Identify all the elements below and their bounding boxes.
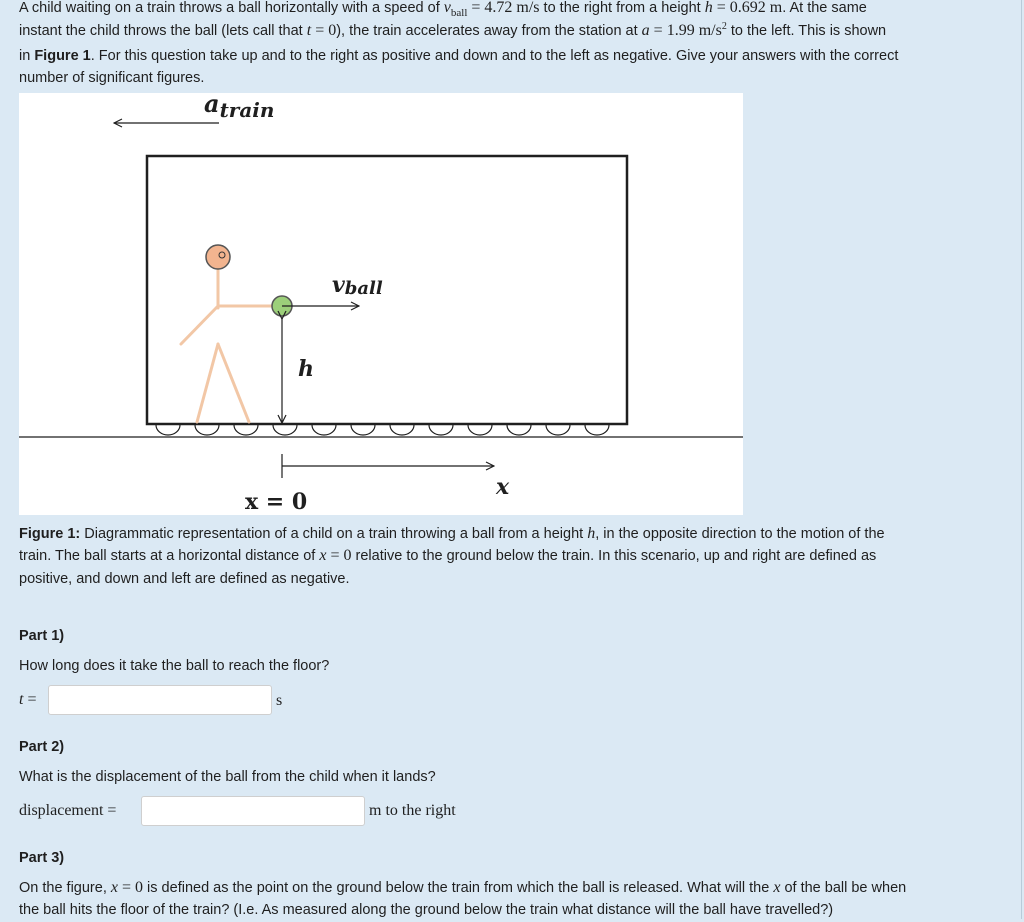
train-wheels: [156, 425, 609, 435]
wheel: [156, 425, 180, 435]
caption-text: train. The ball starts at a horizontal distance of: [19, 548, 320, 565]
caption-line-2: [19, 545, 885, 567]
part3-line-1: [19, 877, 906, 899]
intro-line-2: [19, 20, 898, 44]
intro-line-3: [19, 45, 898, 67]
math-x: x: [319, 547, 327, 565]
caption-label: Figure 1:: [19, 526, 81, 542]
math-sup-2: 2: [721, 21, 727, 33]
caption-text: relative to the ground below the train. In this scenario, up and right are defined as: [351, 548, 877, 565]
child-arm-left: [181, 306, 218, 344]
part1-question: How long does it take the ball to reach the floor?: [19, 658, 330, 674]
math-height-value: = 0.692 m: [712, 0, 783, 16]
figure-diagram: [19, 93, 743, 515]
part1-unit: s: [276, 692, 283, 709]
intro-line-1: [19, 0, 898, 20]
part3-heading: Part 3): [19, 850, 65, 866]
math-h: h: [704, 0, 713, 16]
intro-paragraph: [19, 0, 898, 89]
figure-caption: [19, 523, 885, 590]
intro-text: to the right from a height: [539, 0, 705, 16]
math-t: t: [306, 22, 312, 40]
math-x: x: [110, 879, 118, 896]
math-x-value: = 0: [326, 547, 352, 565]
a-train-label: $a_{train}$: [204, 93, 275, 122]
part2-question: What is the displacement of the ball from the child when it lands?: [19, 769, 436, 785]
h-label: h: [298, 356, 314, 382]
intro-text: to the left. This is shown: [726, 23, 887, 40]
caption-line-1: [19, 523, 885, 545]
intro-text: . At the same: [782, 0, 867, 16]
x-axis-label: x: [496, 474, 510, 500]
math-speed-value: = 4.72 m/s: [467, 0, 540, 16]
part2-answer-label: displacement =: [19, 802, 117, 819]
wheel: [546, 425, 570, 435]
wheel: [585, 425, 609, 435]
wheel: [507, 425, 531, 435]
intro-line-4: number of significant figures.: [19, 69, 205, 86]
part3-text: is defined as the point on the ground below the train from which the ball is released. What will the: [143, 880, 774, 896]
part3-question: [19, 877, 906, 922]
math-t-value: = 0: [311, 22, 337, 40]
caption-text: , in the opposite direction to the motion of the: [595, 526, 885, 542]
intro-text: in: [19, 47, 35, 64]
intro-text: ), the train accelerates away from the station at: [336, 23, 642, 40]
math-h: h: [587, 525, 596, 542]
part1-time-input[interactable]: [48, 685, 272, 715]
part1-answer-label: [19, 691, 36, 709]
part3-text: On the figure,: [19, 880, 111, 896]
wheel: [351, 425, 375, 435]
part1-heading: Part 1): [19, 628, 65, 644]
intro-text: . For this question take up and to the right as positive and down and to the left as negative. Give your answers with the correct: [90, 47, 899, 64]
wheel: [390, 425, 414, 435]
wheel: [273, 425, 297, 435]
math-sub-ball: ball: [450, 7, 468, 19]
label-equals: =: [23, 691, 37, 708]
v-ball-label: vball: [332, 272, 383, 299]
wheel: [195, 425, 219, 435]
page-right-border: [1021, 0, 1022, 919]
child-figure: [181, 269, 281, 422]
intro-text: instant the child throws the ball (lets call that: [19, 23, 307, 40]
figure-1: [19, 93, 743, 515]
part2-displacement-input[interactable]: [141, 796, 365, 826]
child-leg-right: [218, 344, 249, 422]
intro-text: A child waiting on a train throws a ball horizontally with a speed of: [19, 0, 444, 16]
math-a: a: [641, 22, 650, 40]
math-x: x: [773, 879, 781, 896]
math-t: t: [19, 691, 24, 708]
figure-reference: Figure 1: [34, 47, 91, 64]
math-accel-value: = 1.99 m/s: [649, 22, 722, 40]
math-x-value: = 0: [118, 879, 144, 896]
child-head: [206, 245, 230, 269]
part2-heading: Part 2): [19, 739, 65, 755]
wheel: [429, 425, 453, 435]
x-zero-label: x = 0: [245, 489, 308, 515]
math-v: v: [443, 0, 451, 16]
child-leg-left: [197, 344, 218, 422]
part2-unit: m to the right: [369, 802, 456, 819]
wheel: [312, 425, 336, 435]
part3-line-2: the ball hits the floor of the train? (I.e. As measured along the ground below the train what distance will the ball have travelled?): [19, 902, 834, 919]
wheel: [234, 425, 258, 435]
part3-text: of the ball be when: [780, 880, 907, 896]
caption-text: Diagrammatic representation of a child on a train throwing a ball from a height: [80, 526, 588, 542]
caption-line-3: positive, and down and left are defined as negative.: [19, 570, 350, 587]
wheel: [468, 425, 492, 435]
